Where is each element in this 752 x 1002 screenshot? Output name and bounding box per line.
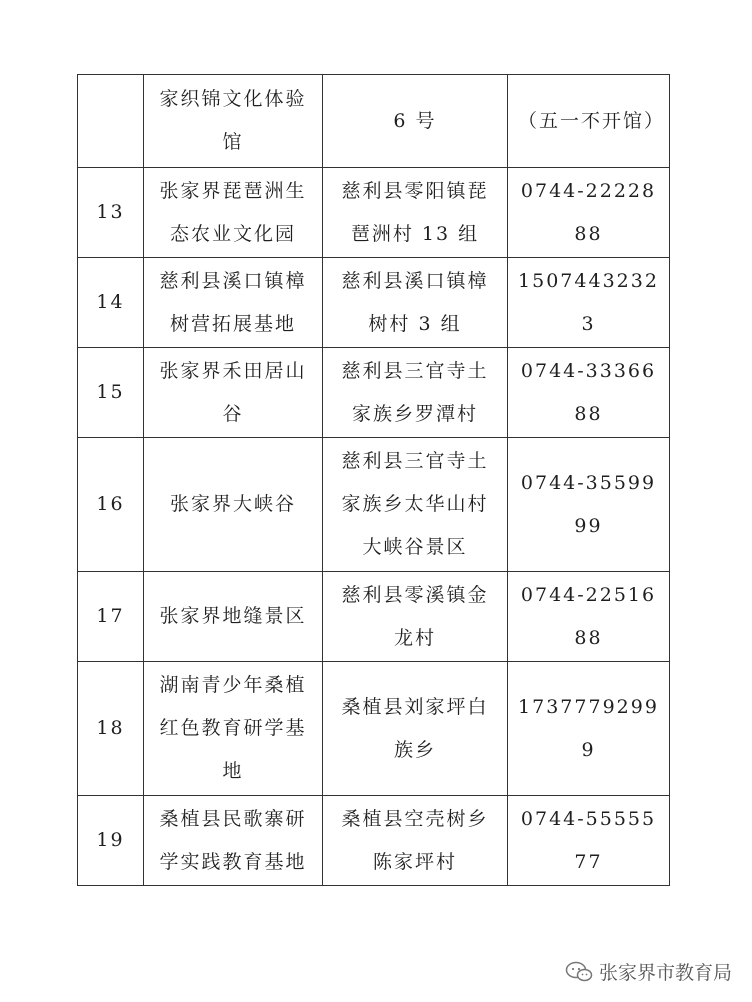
venue-phone: 0744-3559999 [508,438,670,572]
table-row [78,796,670,886]
venue-name: 张家界地缝景区 [144,572,323,662]
row-number: 14 [78,258,144,348]
venue-phone: 0744-5555577 [508,796,670,886]
table-row [78,75,670,168]
table-row [78,258,670,348]
wechat-icon [565,961,593,983]
row-number: 15 [78,348,144,438]
row-number: 13 [78,168,144,258]
venue-address: 慈利县溪口镇樟树村 3 组 [323,258,508,348]
venue-table [77,74,670,886]
venue-name: 张家界大峡谷 [144,438,323,572]
venue-address: 慈利县三官寺土家族乡罗潭村 [323,348,508,438]
venue-name: 慈利县溪口镇樟树营拓展基地 [144,258,323,348]
venue-name: 家织锦文化体验馆 [144,75,323,168]
venue-name: 湖南青少年桑植红色教育研学基地 [144,662,323,796]
venue-address: 桑植县刘家坪白族乡 [323,662,508,796]
table-row [78,348,670,438]
venue-phone: 15074432323 [508,258,670,348]
row-number [78,75,144,168]
venue-phone: （五一不开馆） [508,75,670,168]
row-number: 18 [78,662,144,796]
venue-address: 桑植县空壳树乡陈家坪村 [323,796,508,886]
venue-phone: 17377792999 [508,662,670,796]
row-number: 16 [78,438,144,572]
row-number: 19 [78,796,144,886]
table-row [78,438,670,572]
venue-address: 慈利县零阳镇琵琶洲村 13 组 [323,168,508,258]
watermark-text: 张家界市教育局 [598,962,732,984]
table-row [78,572,670,662]
venue-phone: 0744-2222888 [508,168,670,258]
venue-address: 慈利县三官寺土家族乡太华山村大峡谷景区 [323,438,508,572]
venue-name: 桑植县民歌寨研学实践教育基地 [144,796,323,886]
venue-name: 张家界琵琶洲生态农业文化园 [144,168,323,258]
venue-address: 慈利县零溪镇金龙村 [323,572,508,662]
table-row [78,662,670,796]
venue-name: 张家界禾田居山谷 [144,348,323,438]
row-number: 17 [78,572,144,662]
venue-address: 6 号 [323,75,508,168]
venue-phone: 0744-2251688 [508,572,670,662]
table-row [78,168,670,258]
venue-phone: 0744-3336688 [508,348,670,438]
account-watermark [565,958,732,985]
